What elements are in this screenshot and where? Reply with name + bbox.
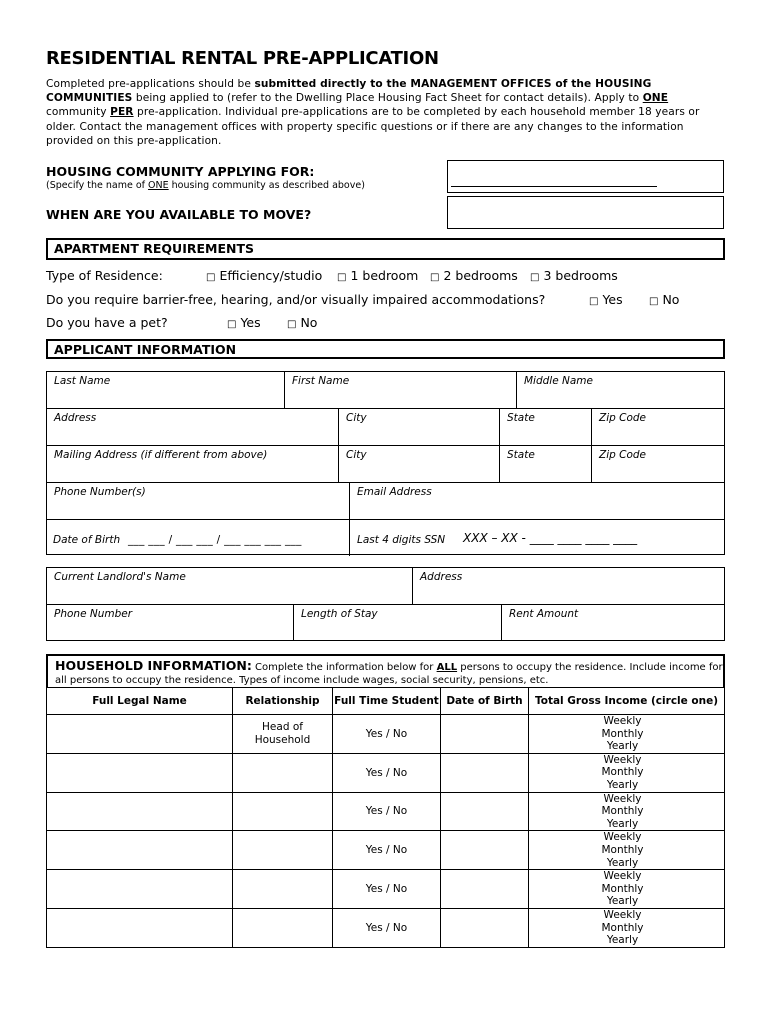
move-heading: WHEN ARE YOU AVAILABLE TO MOVE? <box>46 207 312 222</box>
email-field[interactable]: Email Address <box>350 483 724 520</box>
address-field[interactable]: Address <box>47 409 339 446</box>
income-cell[interactable]: Weekly Monthly Yearly <box>529 870 725 909</box>
dob-cell[interactable] <box>441 715 529 754</box>
residence-3bed-checkbox[interactable]: □ 3 bedrooms <box>530 268 618 283</box>
dob-blanks[interactable]: ___ ___ / ___ ___ / ___ ___ ___ ___ <box>128 534 302 546</box>
student-cell[interactable]: Yes / No <box>333 753 441 792</box>
phone-field[interactable]: Phone Number(s) <box>47 483 350 556</box>
name-cell[interactable] <box>47 715 233 754</box>
dob-cell[interactable] <box>441 870 529 909</box>
barrier-yes-checkbox[interactable]: □ Yes <box>589 292 623 307</box>
col-dob: Date of Birth <box>441 688 529 715</box>
income-cell[interactable]: Weekly Monthly Yearly <box>529 792 725 831</box>
community-note: (Specify the name of ONE housing community as described above) <box>46 180 365 191</box>
applicant-section-header: APPLICANT INFORMATION <box>46 339 725 359</box>
name-cell[interactable] <box>47 753 233 792</box>
household-section-header: HOUSEHOLD INFORMATION: Complete the information below for ALL persons to occupy the residence. Include income for all persons to occupy the residence. Types of income include wages, social security, pensions, etc. <box>46 654 725 687</box>
relationship-cell[interactable] <box>233 831 333 870</box>
name-cell[interactable] <box>47 792 233 831</box>
landlord-name-field[interactable]: Current Landlord's Name <box>47 568 413 605</box>
income-cell[interactable]: Weekly Monthly Yearly <box>529 908 725 947</box>
student-cell[interactable]: Yes / No <box>333 715 441 754</box>
last-name-field[interactable]: Last Name <box>47 372 285 409</box>
relationship-cell[interactable] <box>233 753 333 792</box>
pet-label: Do you have a pet? <box>46 315 168 330</box>
table-row <box>47 715 725 754</box>
table-row <box>47 831 725 870</box>
student-cell[interactable]: Yes / No <box>333 831 441 870</box>
dob-cell[interactable] <box>441 792 529 831</box>
community-input[interactable] <box>447 160 724 193</box>
landlord-address-field[interactable]: Address <box>413 568 724 605</box>
ssn-blanks[interactable]: XXX – XX - ____ ____ ____ ____ <box>463 531 638 545</box>
student-cell[interactable]: Yes / No <box>333 908 441 947</box>
relationship-cell[interactable] <box>233 908 333 947</box>
residence-1bed-checkbox[interactable]: □ 1 bedroom <box>337 268 418 283</box>
household-table <box>46 687 725 948</box>
pet-yes-checkbox[interactable]: □ Yes <box>227 315 261 330</box>
middle-name-field[interactable]: Middle Name <box>517 372 724 409</box>
col-relationship: Relationship <box>233 688 333 715</box>
relationship-cell[interactable] <box>233 870 333 909</box>
applicant-grid <box>46 371 725 555</box>
residence-2bed-checkbox[interactable]: □ 2 bedrooms <box>430 268 518 283</box>
community-underline <box>451 186 657 187</box>
dob-cell[interactable] <box>441 753 529 792</box>
income-cell[interactable]: Weekly Monthly Yearly <box>529 753 725 792</box>
state-field[interactable]: State <box>500 409 592 446</box>
student-cell[interactable]: Yes / No <box>333 792 441 831</box>
residence-efficiency-checkbox[interactable]: □ Efficiency/studio <box>206 268 322 283</box>
col-full-name: Full Legal Name <box>47 688 233 715</box>
student-cell[interactable]: Yes / No <box>333 870 441 909</box>
landlord-phone-field[interactable]: Phone Number <box>47 605 294 640</box>
name-cell[interactable] <box>47 831 233 870</box>
name-cell[interactable] <box>47 908 233 947</box>
dob-label: Date of Birth <box>53 534 121 546</box>
community-heading: HOUSING COMMUNITY APPLYING FOR: <box>46 164 315 179</box>
landlord-grid <box>46 567 725 641</box>
first-name-field[interactable]: First Name <box>285 372 517 409</box>
mailing-state-field[interactable]: State <box>500 446 592 483</box>
table-row <box>47 792 725 831</box>
household-header-row <box>47 688 725 715</box>
dob-cell[interactable] <box>441 831 529 870</box>
mailing-zip-field[interactable]: Zip Code <box>592 446 724 483</box>
page-title: RESIDENTIAL RENTAL PRE-APPLICATION <box>46 48 439 69</box>
zip-field[interactable]: Zip Code <box>592 409 724 446</box>
table-row <box>47 908 725 947</box>
table-row <box>47 870 725 909</box>
relationship-cell[interactable]: Head of Household <box>233 715 333 754</box>
barrier-label: Do you require barrier-free, hearing, and/or visually impaired accommodations? <box>46 292 546 307</box>
mailing-address-field[interactable]: Mailing Address (if different from above) <box>47 446 339 483</box>
city-field[interactable]: City <box>339 409 500 446</box>
income-cell[interactable]: Weekly Monthly Yearly <box>529 831 725 870</box>
pet-no-checkbox[interactable]: □ No <box>287 315 317 330</box>
col-income: Total Gross Income (circle one) <box>529 688 725 715</box>
move-date-input[interactable] <box>447 196 724 229</box>
ssn-label: Last 4 digits SSN <box>357 534 446 546</box>
dob-cell[interactable] <box>441 908 529 947</box>
income-cell[interactable]: Weekly Monthly Yearly <box>529 715 725 754</box>
residence-label: Type of Residence: <box>46 268 163 283</box>
phone-dob-divider <box>46 519 349 520</box>
relationship-cell[interactable] <box>233 792 333 831</box>
col-student: Full Time Student <box>333 688 441 715</box>
apartment-section-header: APARTMENT REQUIREMENTS <box>46 238 725 260</box>
barrier-no-checkbox[interactable]: □ No <box>649 292 679 307</box>
name-cell[interactable] <box>47 870 233 909</box>
intro-paragraph: Completed pre-applications should be submitted directly to the MANAGEMENT OFFICES of the HOUSING COMMUNITIES being applied to (refer to the Dwelling Place Housing Fact Sheet for contact details). Apply to ONE community PER pre-application. Individual pre-applications are to be completed by each household member 18 years or older. Contact the management offices with property specific questions or if there are any changes to the information provided on this pre-application. <box>46 78 700 147</box>
rent-amount-field[interactable]: Rent Amount <box>509 608 579 620</box>
mailing-city-field[interactable]: City <box>339 446 500 483</box>
table-row <box>47 753 725 792</box>
length-of-stay-field[interactable]: Length of Stay <box>294 605 502 640</box>
